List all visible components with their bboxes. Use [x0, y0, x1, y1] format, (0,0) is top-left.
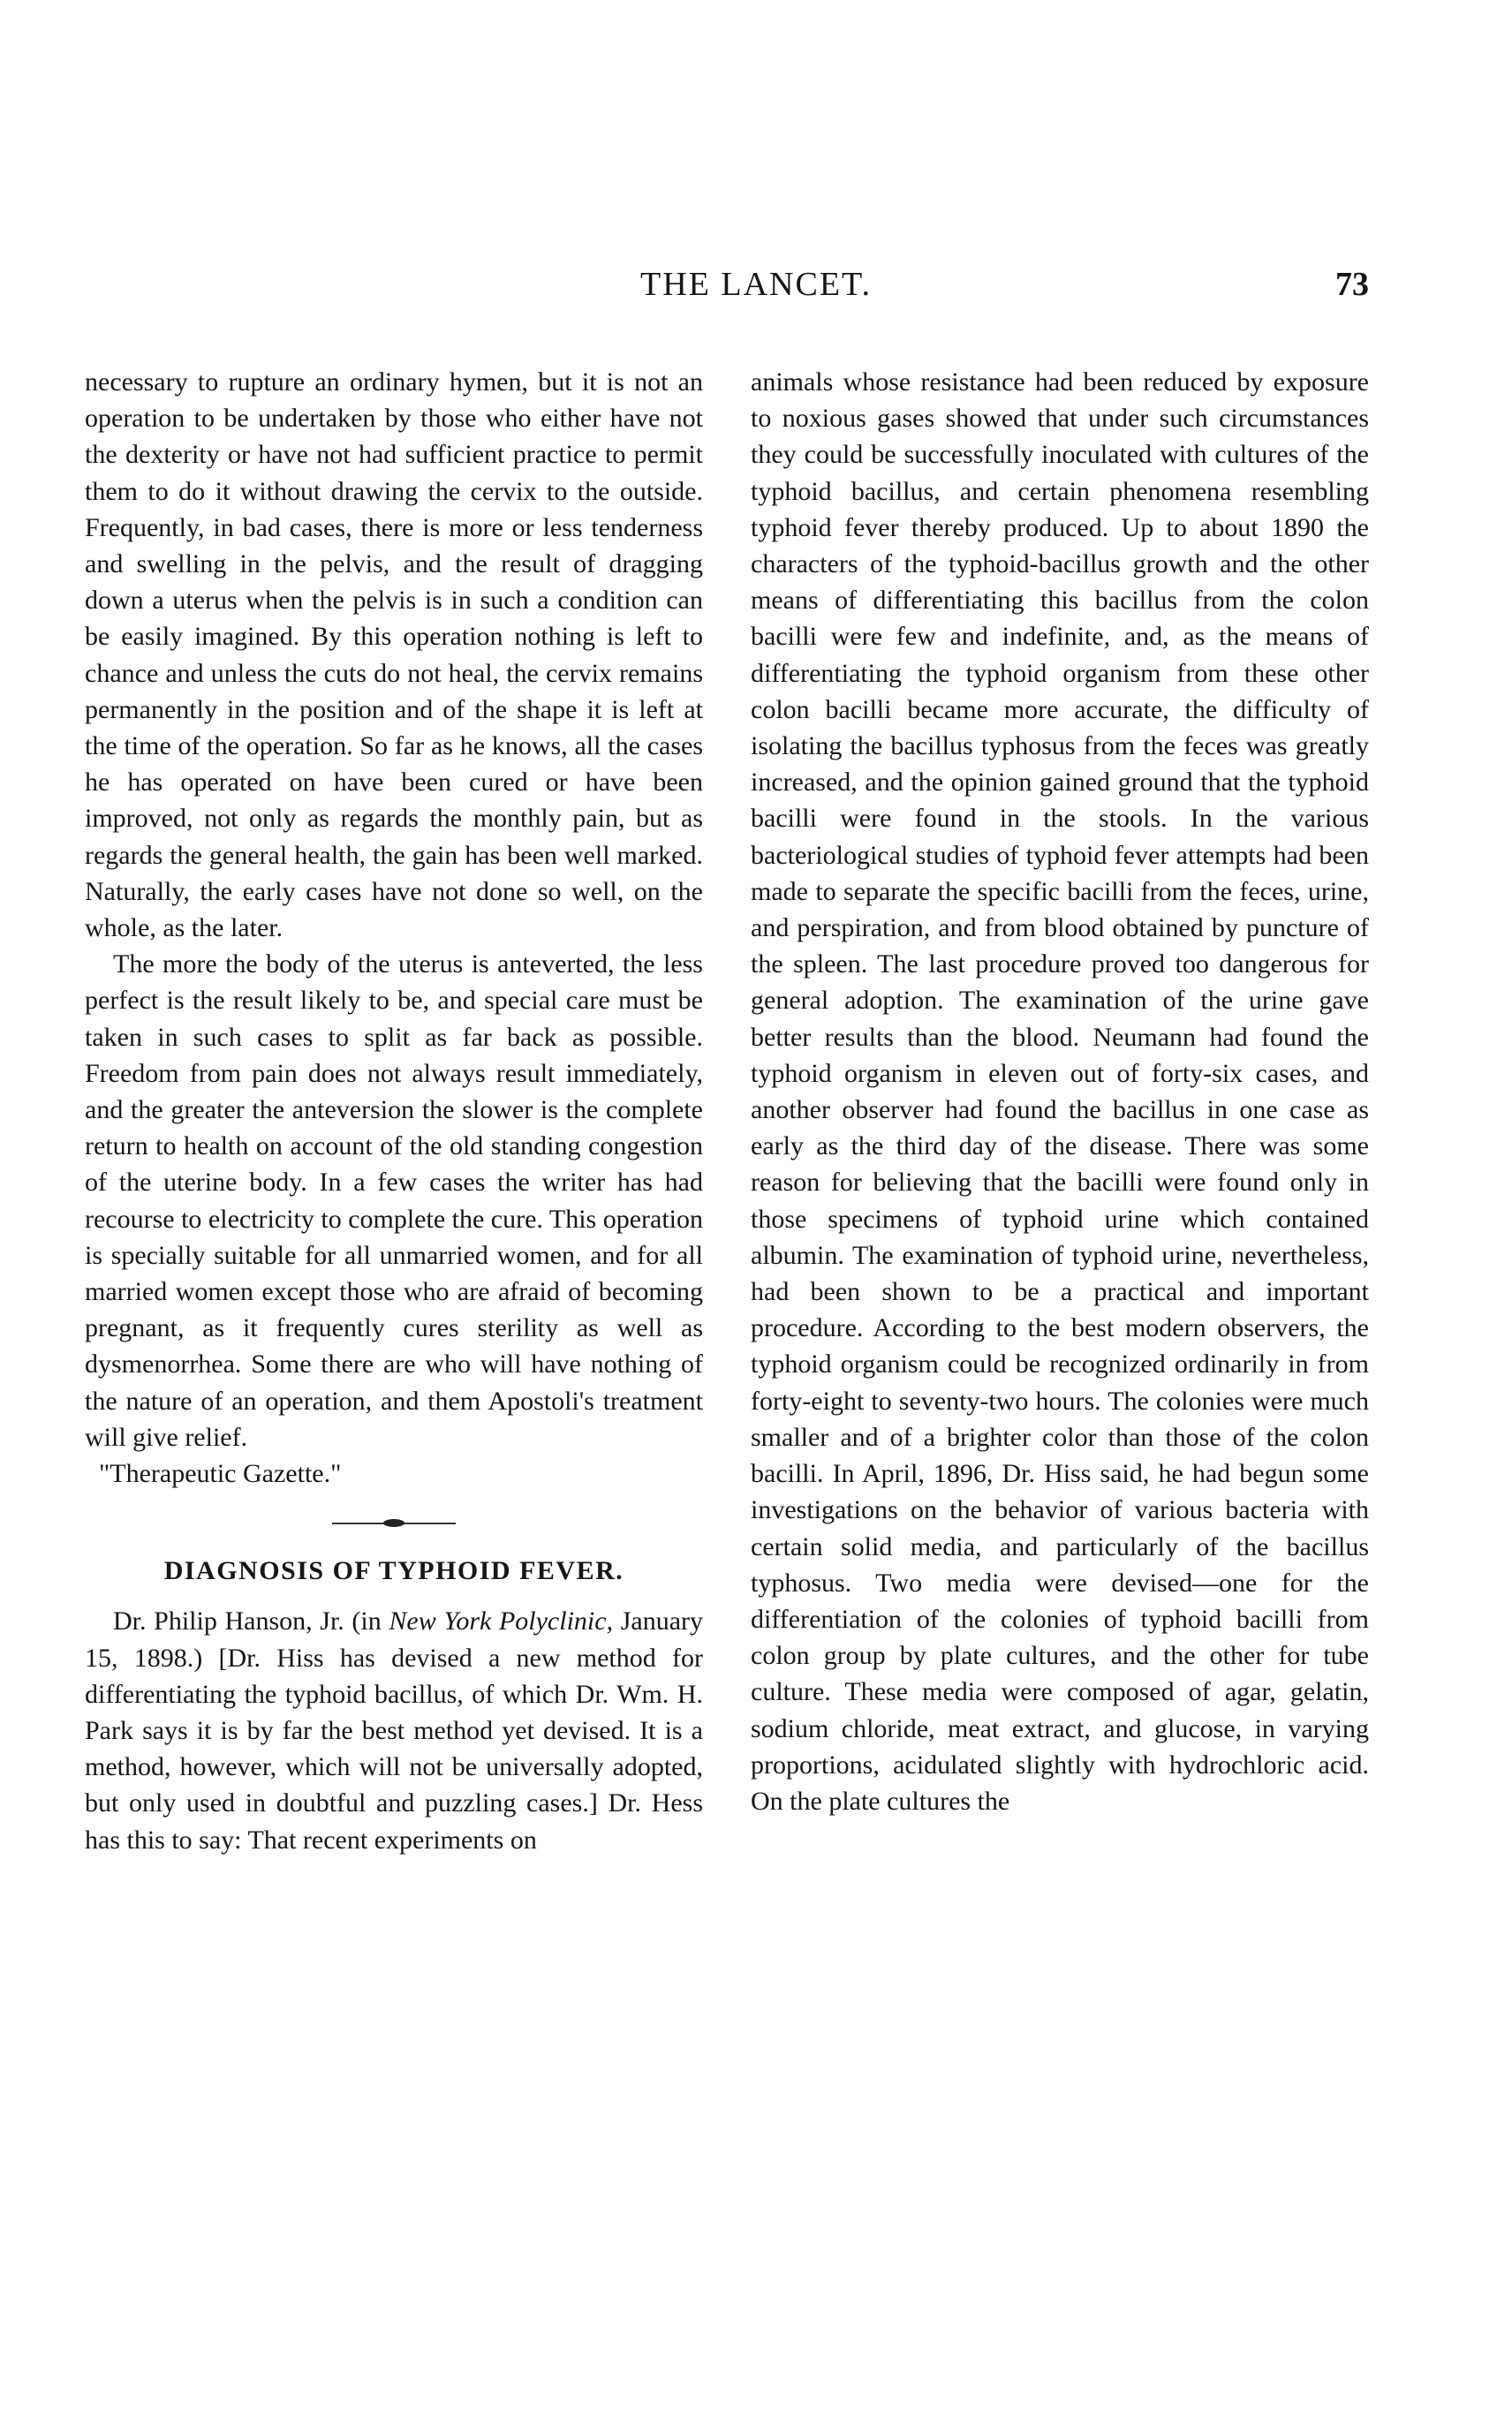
source-citation: "Therapeutic Gazette." — [99, 1459, 342, 1489]
paragraph-hymen-operation: necessary to rupture an ordinary hymen, but it is not an operation to be undertaken by those who either have not the dexterity or have not had sufficient practice to permit them to do it without drawing the cervix to the outside. Frequently, in bad cases, there is more or less tenderness and swelling in the pelvis, and the result of dragging down a uterus when the pelvis is in such a condition can be easily imagined. By this operation nothing is left to chance and unless the cuts do not heal, the cervix remains permanently in the position and of the shape it is left at the time of the operation. So far as he knows, all the cases he has operated on have been cured or have been improved, not only as regards the monthly pain, but as regards the general health, the gain has been well marked. Naturally, the early cases have not done so well, on the whole, as the later. — [85, 367, 703, 943]
running-head — [0, 265, 1512, 318]
paragraph-anteverted-uterus: The more the body of the uterus is anteverted, the less perfect is the result likely to be, and special care must be taken in such cases to split as far back as possible. Freedom from pain does not always result immediately, and the greater the anteversion the slower is the complete return to health on account of the old standing congestion of the uterine body. In a few cases the writer has had recourse to electricity to complete the cure. This operation is specially suitable for all unmarried women, and for all married women except those who are afraid of becoming pregnant, as it frequently cures sterility as well as dysmenorrhea. Some there are who will have nothing of the nature of an operation, and them Apostoli's treatment will give relief. — [85, 949, 704, 1452]
right-column — [751, 364, 1369, 1819]
section-divider — [332, 1522, 456, 1525]
running-title: THE LANCET. — [640, 266, 872, 303]
paragraph-typhoid-intro-text: , January 15, 1898.) [Dr. Hiss has devised a new method for differentiating the typhoid bacillus, of which Dr. Wm. H. Park says it is by far the best method yet devised. It is a method, however, which will not be universally adopted, but only used in doubtful and puzzling cases.] Dr. Hess has this to say: That recent experiments on — [85, 1606, 704, 1855]
left-column — [85, 364, 703, 1858]
journal-name: New York Polyclinic — [389, 1606, 607, 1637]
page-number: 73 — [1335, 266, 1369, 303]
section-heading: DIAGNOSIS OF TYPHOID FEVER. — [163, 1556, 624, 1586]
paragraph-typhoid-intro — [85, 1603, 703, 1857]
paragraph-typhoid-bacillus: animals whose resistance had been reduced by exposure to noxious gases showed that under such circumstances they could be successfully inoculated with cultures of the typhoid bacillus, and certain phenomena resembling typhoid fever thereby produced. Up to about 1890 the characters of the typhoid-bacillus growth and the other means of differentiating this bacillus from the colon bacilli were few and indefinite, and, as the means of differentiating the typhoid organism from these other colon bacilli became more accurate, the difficulty of isolating the bacillus typhosus from the feces was greatly increased, and the opinion gained ground that the typhoid bacilli were found in the stools. In the various bacteriological studies of typhoid fever attempts had been made to separate the specific bacilli from the feces, urine, and perspiration, and from blood obtained by puncture of the spleen. The last procedure proved too dangerous for general adoption. The examination of the urine gave better results than the blood. Neumann had found the typhoid organism in eleven out of forty-six cases, and another observer had found the bacillus in one case as early as the third day of the disease. There was some reason for believing that the bacilli were found only in those specimens of typhoid urine which contained albumin. The examination of typhoid urine, nevertheless, had been shown to be a practical and important procedure. According to the best modern observers, the typhoid organism could be recognized ordinarily in from forty-eight to seventy-two hours. The colonies were much smaller and of a brighter color than those of the colon bacilli. In April, 1896, Dr. Hiss said, he had begun some investigations on the behavior of various bacteria with certain solid media, and particularly of the bacillus typhosus. Two media were devised—one for the differentiation of the colonies of typhoid bacilli from colon group by plate cultures, and the other for tube culture. These media were composed of agar, gelatin, sodium chloride, meat extract, and glucose, in varying proportions, acidulated slightly with hydrochloric acid. On the plate cultures the — [751, 367, 1369, 1816]
author-citation: Dr. Philip Hanson, Jr. (in — [113, 1606, 389, 1637]
